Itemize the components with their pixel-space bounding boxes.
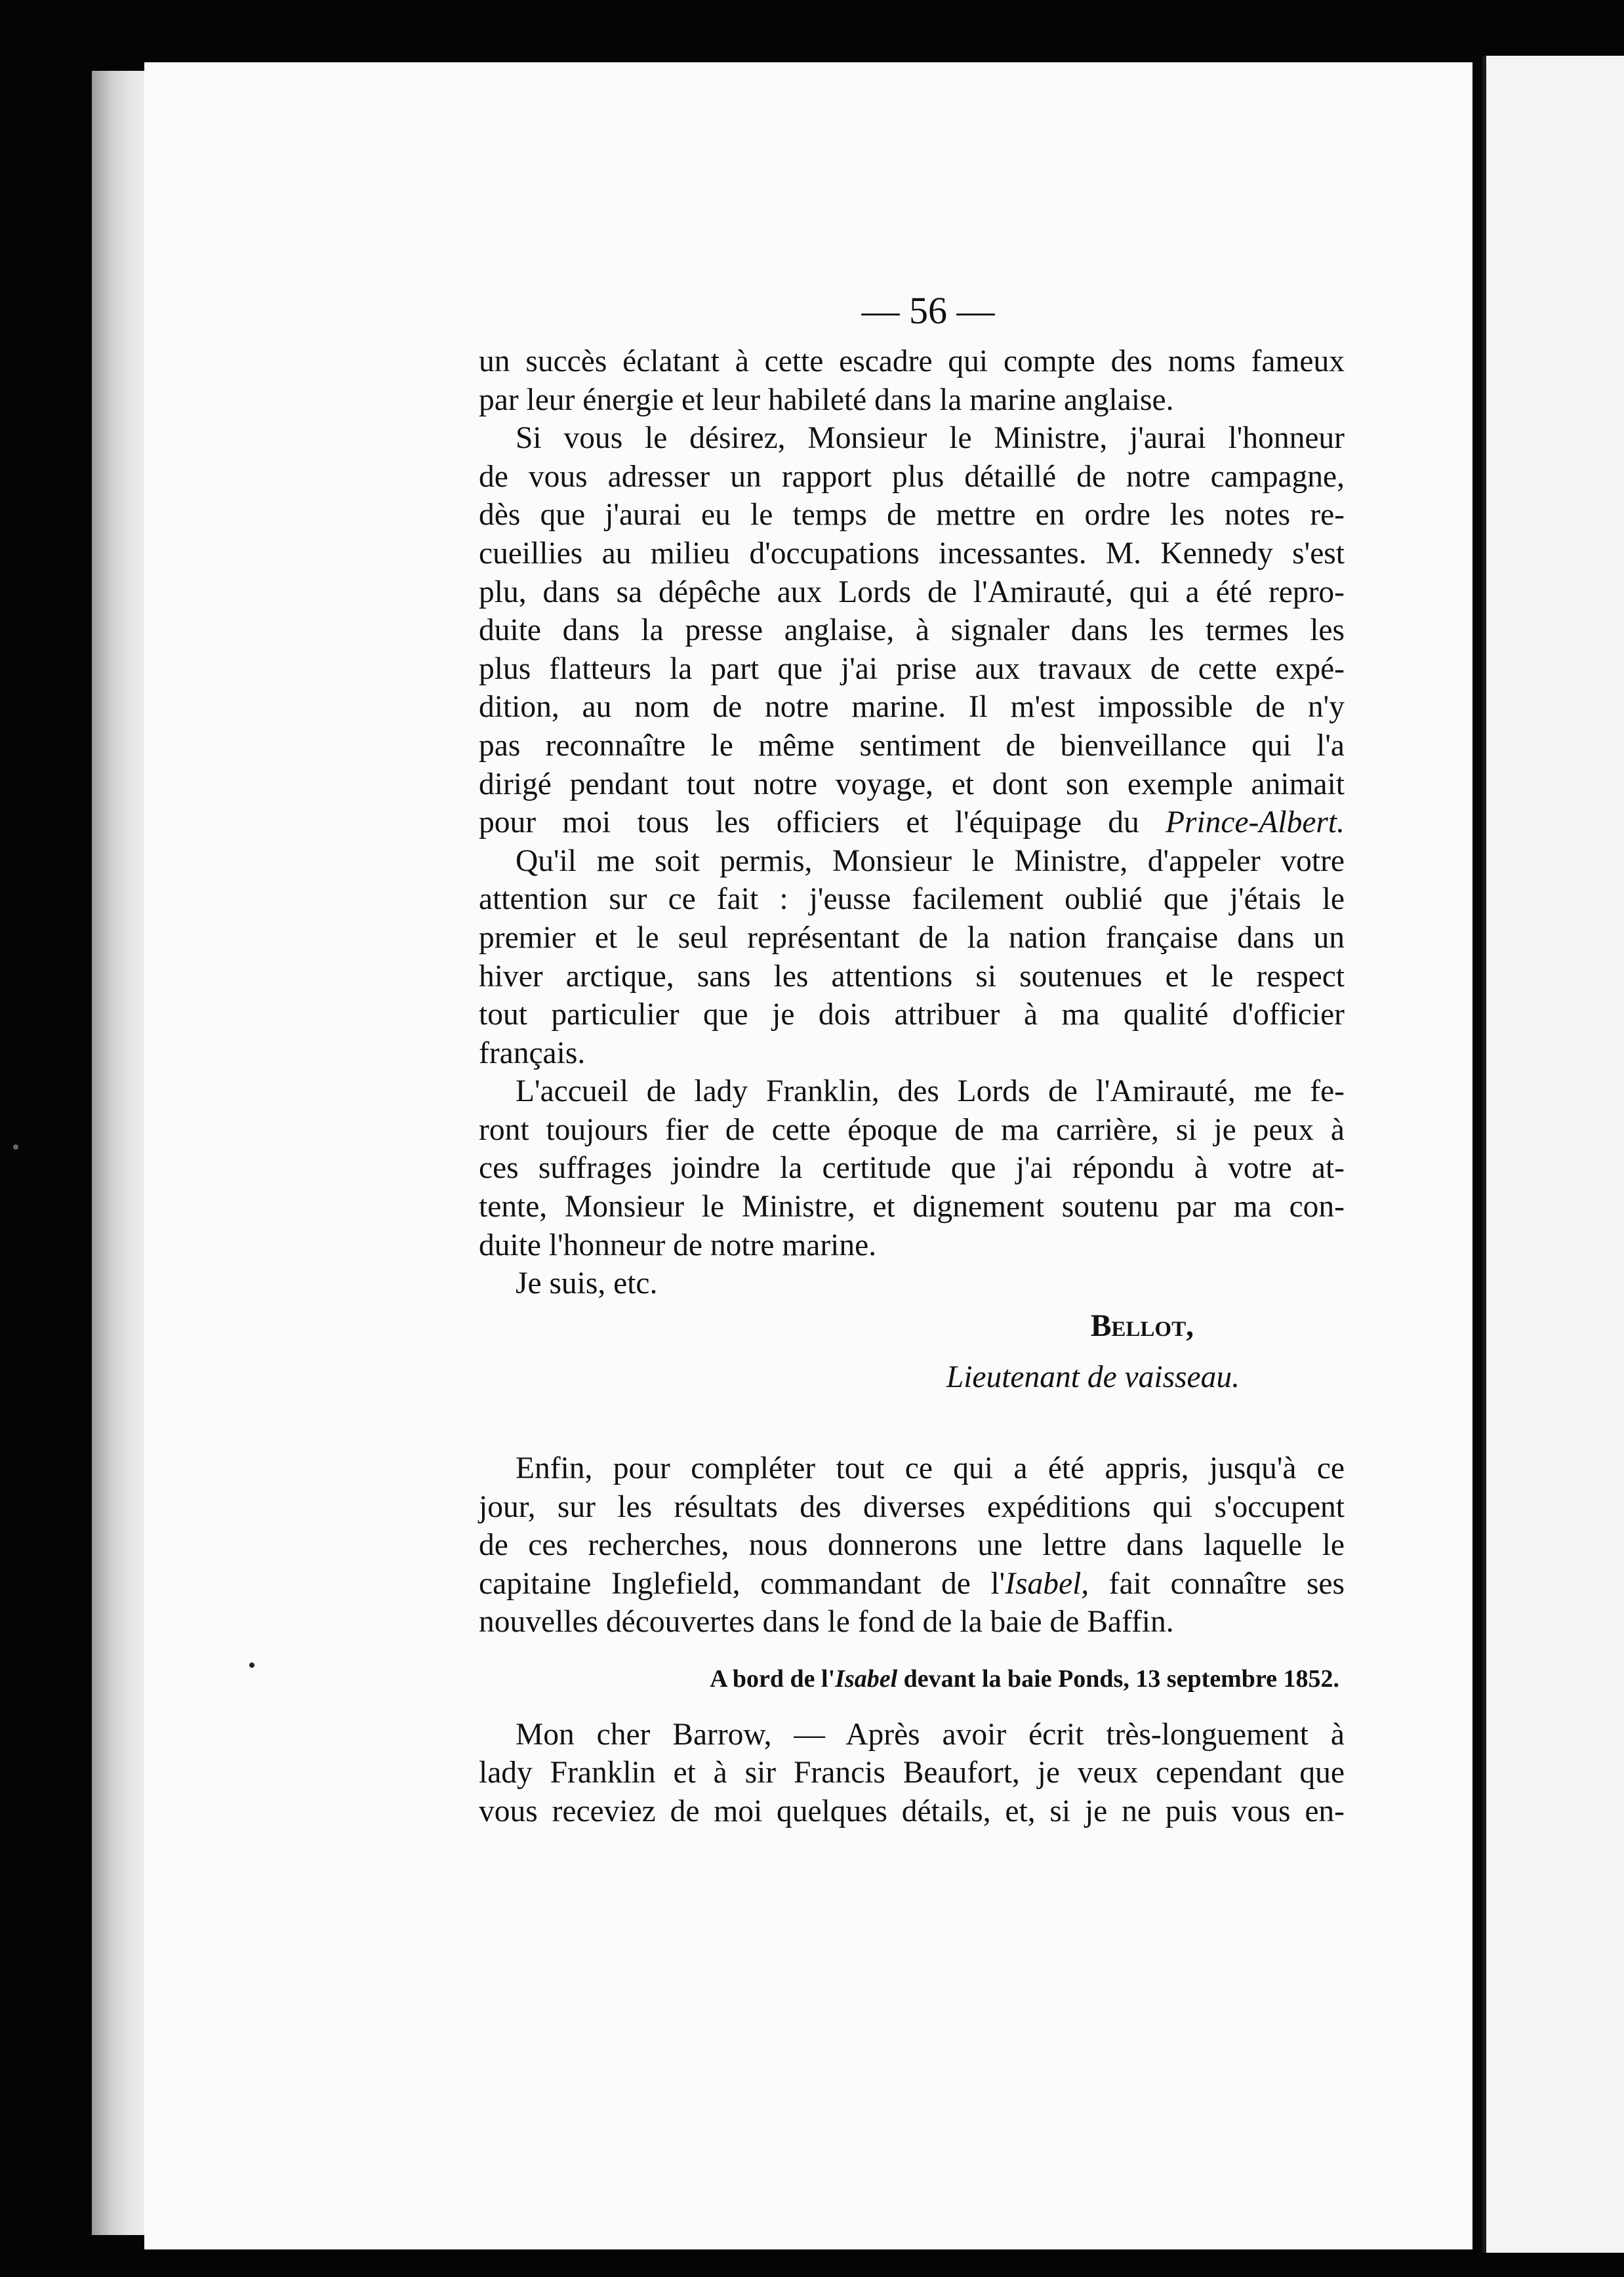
dateline-text: devant la baie Ponds, 13 septembre 1852. (897, 1665, 1339, 1693)
text-line: plu, dans sa dépêche aux Lords de l'Amirauté, qui a été repro- (479, 574, 1345, 609)
text-line: duite dans la presse anglaise, à signaler dans les termes les (479, 613, 1345, 648)
text-line: pas reconnaître le même sentiment de bienveillance qui l'a (479, 728, 1345, 763)
text-line: cueillies au milieu d'occupations incessantes. M. Kennedy s'est (479, 536, 1345, 571)
text-line: français. (479, 1036, 586, 1070)
text-line (479, 1565, 1345, 1603)
text-line: Si vous le désirez, Monsieur le Ministre, j'aurai l'honneur (516, 421, 1345, 456)
text-line: jour, sur les résultats des diverses expéditions qui s'occupent (479, 1489, 1345, 1524)
signature-name: Bellot, (1090, 1308, 1194, 1343)
text-line: plus flatteurs la part que j'ai prise aux travaux de cette expé- (479, 651, 1345, 686)
text-line-roman: fait connaître ses (1089, 1566, 1345, 1601)
text-line: ront toujours fier de cette époque de ma carrière, si je peux à (479, 1112, 1345, 1147)
text-line: Mon cher Barrow, — Après avoir écrit très-longuement à (516, 1717, 1345, 1752)
page-body-text (479, 342, 1345, 1830)
text-line: vous receviez de moi quelques détails, et, si je ne puis vous en- (479, 1794, 1345, 1828)
text-line: nouvelles découvertes dans le fond de la baie de Baffin. (479, 1605, 1174, 1640)
text-line (479, 803, 1345, 842)
text-line: ces suffrages joindre la certitude que j'ai répondu à votre at- (479, 1151, 1345, 1186)
text-line: Qu'il me soit permis, Monsieur le Ministre, d'appeler votre (516, 843, 1345, 878)
text-line: hiver arctique, sans les attentions si soutenues et le respect (479, 959, 1345, 994)
ship-name-isabel: Isabel, (1005, 1566, 1089, 1601)
dateline-text: A bord de l' (710, 1665, 836, 1693)
text-line: tout particulier que je dois attribuer à ma qualité d'officier (479, 997, 1345, 1032)
text-line: dirigé pendant tout notre voyage, et dont son exemple animait (479, 767, 1345, 801)
scan-speck (249, 1662, 254, 1668)
letter-dateline (479, 1660, 1345, 1699)
salutation: Je suis, etc. (516, 1266, 658, 1301)
text-line: lady Franklin et à sir Francis Beaufort, je veux cependant que (479, 1756, 1345, 1790)
text-line: dition, au nom de notre marine. Il m'est impossible de n'y (479, 690, 1345, 725)
text-line: de ces recherches, nous donnerons une lettre dans laquelle le (479, 1528, 1345, 1563)
text-line: duite l'honneur de notre marine. (479, 1228, 877, 1262)
text-line: attention sur ce fait : j'eusse facilement oublié que j'étais le (479, 882, 1345, 917)
page-number: — 56 — (861, 289, 995, 332)
text-line: L'accueil de lady Franklin, des Lords de l'Amirauté, me fe- (516, 1074, 1345, 1109)
ship-name-prince-albert: Prince-Albert. (1165, 805, 1345, 840)
ship-name-isabel: Isabel (835, 1665, 898, 1693)
text-line-roman: capitaine Inglefield, commandant de l' (479, 1566, 1005, 1601)
signature-title: Lieutenant de vaisseau. (946, 1360, 1240, 1395)
text-line: un succès éclatant à cette escadre qui compte des noms fameux (479, 344, 1345, 378)
text-line: premier et le seul représentant de la nation française dans un (479, 920, 1345, 955)
section-gap (479, 1397, 1345, 1449)
text-line: Enfin, pour compléter tout ce qui a été appris, jusqu'à ce (516, 1451, 1345, 1486)
text-line: de vous adresser un rapport plus détaillé de notre campagne, (479, 459, 1345, 494)
text-line: dès que j'aurai eu le temps de mettre en ordre les notes re- (479, 498, 1345, 533)
scan-speck (13, 1144, 18, 1150)
text-line: tente, Monsieur le Ministre, et dignement soutenu par ma con- (479, 1190, 1345, 1224)
text-line-roman: pour moi tous les officiers et l'équipage du (479, 805, 1166, 840)
text-line: par leur énergie et leur habileté dans la marine anglaise. (479, 382, 1174, 417)
facing-page-edge (1482, 56, 1624, 2253)
